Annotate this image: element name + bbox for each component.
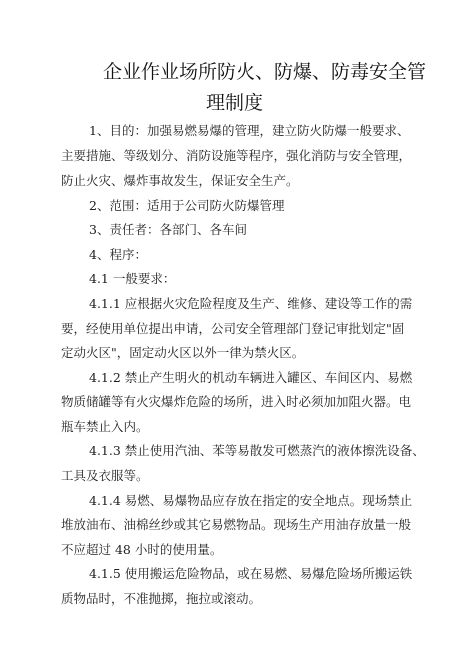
paragraph-line: 不应超过 48 小时的使用量。 <box>61 542 223 557</box>
paragraph-line: 1、目的：加强易燃易爆的管理，建立防火防爆一般要求、 <box>89 123 410 138</box>
document-title-line2: 理制度 <box>206 92 264 114</box>
paragraph-line: 3、责任者：各部门、各车间 <box>89 222 247 237</box>
paragraph-line: 防止火灾、爆炸事故发生，保证安全生产。 <box>61 173 299 188</box>
paragraph-line: 4.1.5 使用搬运危险物品，或在易燃、易爆危险场所搬运铁 <box>89 566 413 581</box>
paragraph-line: 4.1.1 应根据火灾危险程度及生产、维修、建设等工作的需 <box>89 296 413 311</box>
document-title-line1: 企业作业场所防火、防爆、防毒安全管 <box>103 61 427 83</box>
paragraph-line: 4.1 一般要求： <box>89 271 176 286</box>
paragraph-line: 质物品时，不准抛掷，拖拉或滚动。 <box>61 591 262 606</box>
paragraph-line: 堆放油布、油棉丝纱或其它易燃物品。现场生产用油存放量一般 <box>61 517 412 532</box>
paragraph-line: 定动火区"，固定动火区以外一律为禁火区。 <box>61 345 305 360</box>
paragraph-line: 2、范围：适用于公司防火防爆管理 <box>89 198 285 213</box>
paragraph-line: 4.1.3 禁止使用汽油、苯等易散发可燃蒸汽的液体擦洗设备、 <box>89 443 425 458</box>
paragraph-line: 瓶车禁止入内。 <box>61 419 149 434</box>
paragraph-line: 主要措施、等级划分、消防设施等程序，强化消防与安全管理， <box>61 148 412 163</box>
paragraph-line: 4、程序： <box>89 247 147 262</box>
paragraph-line: 要，经使用单位提出申请，公司安全管理部门登记审批划定"固 <box>61 321 405 336</box>
paragraph-line: 4.1.4 易燃、易爆物品应存放在指定的安全地点。现场禁止 <box>89 493 413 508</box>
paragraph-line: 4.1.2 禁止产生明火的机动车辆进入罐区、车间区内、易燃 <box>89 370 413 385</box>
paragraph-line: 工具及衣服等。 <box>61 468 149 483</box>
paragraph-line: 物质储罐等有火灾爆炸危险的场所，进入时必须加加阻火器。电 <box>61 394 412 409</box>
